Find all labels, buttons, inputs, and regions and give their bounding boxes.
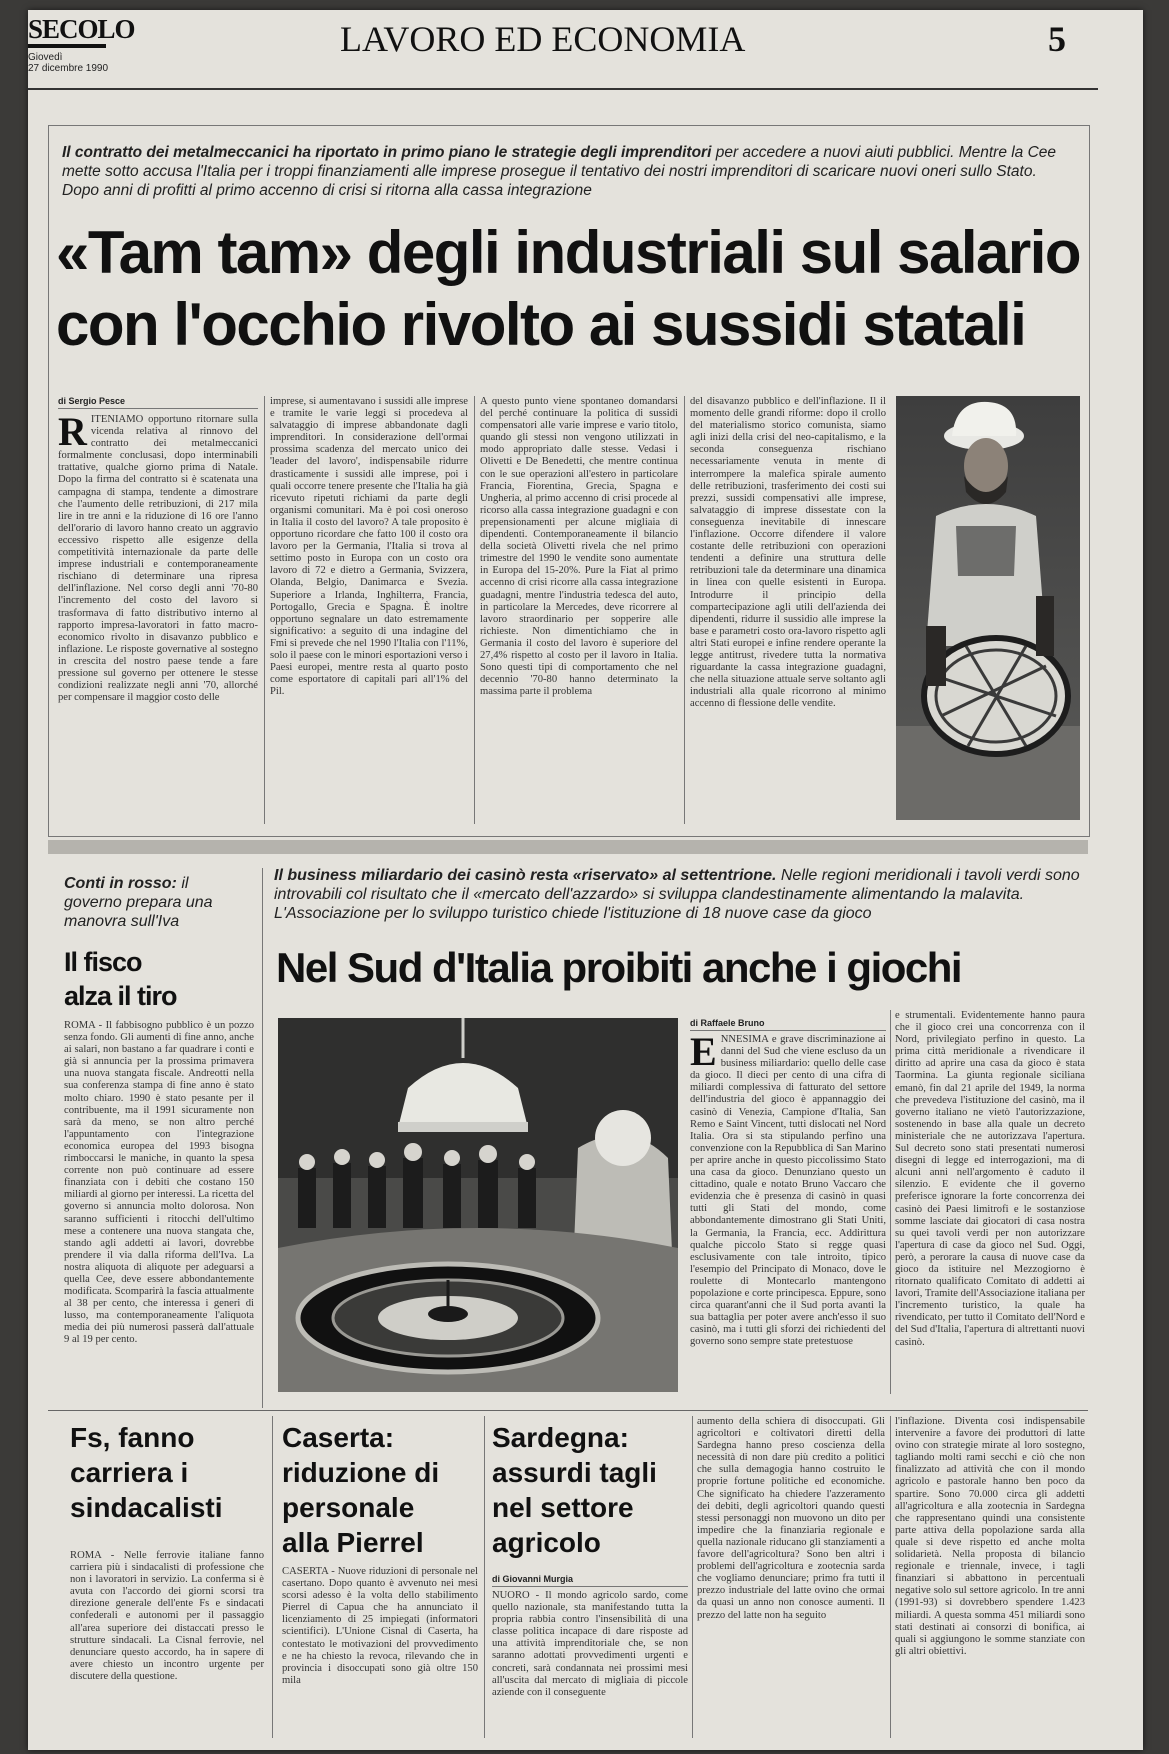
section-title: LAVORO ED ECONOMIA — [340, 19, 746, 59]
main-story-text-3: A questo punto viene spontaneo domandarsi del perché continuare la politica di sussidi compensatori alle varie imprese e vario titolo, quando gli stessi non vengono utilizzati in modo appropriato dalle stesse. Vedasi i Olivetti e De Benedetti, che mentre continua con le sue operazioni all'estero in particolare Francia, Fiorentina, Grecia, Spagna e Ungheria, al primo accenno di crisi procede al ricorso alla cassa integrazione guadagni e con prepensionamenti per alcune migliaia di dipendenti. Contemporaneamente il bilancio della società Olivetti rivela che nel primo trimestre del 1990 le vendite sono aumentate in Europa del 15-20%. Pure la Fiat al primo accenno di crisi ricorre alla cassa integrazione guadagni, mentre l'industria tedesca del auto, in particolare la Mercedes, deve ricorrere al lavoro straordinario per sopperire alle richieste. Non dimentichiamo che in Germania il costo del lavoro è superiore del 27,4% rispetto al costo per il lavoro in Italia. Sono questi tipi di comportamento che nel decennio '70-80 hanno determinato la massima parte il problema — [480, 396, 678, 698]
main-story-column-2 — [270, 396, 468, 824]
sardegna-byline: di Giovanni Murgia — [492, 1574, 574, 1584]
fisco-headline-1: Il fisco — [64, 947, 142, 977]
sardegna-text-3: l'inflazione. Diventa così indispensabile intervenire a favore dei produttori di latte ovino con strategie mirate al loro sostegno, tagliando molti rami secchi e ciò che non finalizzato ad attività che con il mondo agricolo e pastorale hanno ben poco da spartire. Sono 70.000 circa gli addetti all'agricoltura e alla zootecnia in Sardegna che rappresentano quindi una consistente parte attiva della popolazione sarda alla quale si deve rispetto ed anche molta solidarietà. Nella proposta di bilancio regionale e triennale, invece, i tagli finanziari si abbattono in percentuali negative solo sul settore agricolo. In tre anni (1991-93) si dovrebbero spendere 1.423 miliardi. A questa somma 451 miliardi sono stati destinati ai consorzi di bonifica, ai quali si aggiungono le somme stanziate con gli altri obiettivi. — [895, 1416, 1085, 1657]
casino-dropcap: E — [690, 1034, 717, 1074]
main-story-column-3 — [480, 396, 678, 824]
fisco-deck-bold: Conti in rosso: — [64, 875, 177, 892]
casino-byline: di Raffaele Bruno — [690, 1018, 765, 1028]
drummer-photo — [896, 396, 1080, 820]
main-story-deck-rest: per accedere a nuovi aiuti pubblici. Mentre la Cee mette sotto accusa l'Italia per i troppi finanziamenti alle imprese prosegue il tentativo dei nostri imprenditori di scaricare nuovi oneri sullo Stato. Dopo anni di profitti al primo accenno di crisi si ritorna alla cassa integrazione — [62, 144, 1057, 199]
main-headline-line-1: «Tam tam» degli industriali sul salario — [56, 219, 1081, 286]
main-story-column-4 — [690, 396, 886, 824]
casino-photo — [278, 1018, 678, 1392]
casino-text-1: NNESIMA e grave discriminazione ai danni del Sud che viene escluso da un business miliardario: quello delle case da gioco. Il dieci per cento di una cifra di miliardi complessiva di fatturato del settore dell'industria del gioco è appannaggio dei casinò di Venezia, Campione d'Italia, San Remo e Saint Vincent, tutti dislocati nel Nord Italia. Ora si sta stipulando perfino una convenzione con la Repubblica di San Marino per aprire anche in questo piccolissimo Stato una casa da gioco. Denunziano questo un cittadino, quale e notato Bruno Vaccaro che evidenzia che è presenza di casinò in quasi tutti gli Stati del mondo, come abbondantemente dimostrano gli Stati Uniti, la Germania, la Francia, ecc. Addirittura qualche piccolo Stato si regge quasi esclusivamente con tale introito, tipico l'esempio del Principato di Monaco, dove le roulette di Montecarlo mantengono popolazione e corte principesca. Eppure, sono circa quarant'anni che il Sud porta avanti la sua battaglia per poter avere anch'esso il suo casinò, ma i tutti gli sforzi dei richiedenti del governo sono sempre state pretestuose — [690, 1034, 886, 1348]
main-headline-line-2: con l'occhio rivolto ai sussidi statali — [56, 291, 1026, 358]
sardegna-column-1 — [492, 1590, 688, 1738]
casino-text-2: e strumentali. Evidentemente hanno paura che il gioco crei una concorrenza con il Nord, privilegiato perfino in questo. La prima città meridionale a rivendicare il diritto ad aprire una casa da gioco è stata Taormina. La giunta regionale siciliana emanò, fin dal 21 aprile del 1949, la norma che prevedeva l'istituzione del casinò, ma il governo italiano ne vietò l'autorizzazione, sostenendo in base alla quale un decreto ministeriale che ne autorizzava l'apertura. Sul decreto sono stati presentati numerosi disegni di legge ed interrogazioni, ma di alcuni anni nell'argomento è caduto il silenzio. E evidente che il governo preferisce ignorare la forte concorrenza dei casinò dei Paesi limitrofi e le sostanziose somme lasciate dai giocatori di casa nostra su quei tavoli verdi per non autorizzare l'apertura di case da gioco nel Sud. Oggi, però, a perorare la causa di nuove case da gioco da istituire nel Mezzogiorno è ritornato qualificato Comitato di addetti ai lavori, Tramite dell'Associazione italiana per l'incremento turistico, la quale ha rivendicato, per tutto il Comitato dell'Nord e del Sud d'Italia, l'apertura di altrettanti nuovi casinò. — [895, 1010, 1085, 1348]
main-story-byline: di Sergio Pesce — [58, 396, 126, 406]
fisco-body — [64, 1020, 254, 1408]
casino-deck-rest: Nelle regioni meridionali i tavoli verdi sono introvabili col risultato che il «mercato dell'azzardo» si sviluppa clandestinamente alimentando la malavita. L'Associazione per lo sviluppo turistico chiede l'istituzione di 18 nuove case da gioco — [274, 867, 1080, 922]
masthead-date: 27 dicembre 1990 — [28, 63, 109, 74]
casino-column-1 — [690, 1034, 886, 1394]
main-story-column-1 — [58, 414, 258, 824]
casino-deck-bold: Il business miliardario dei casinò resta «riservato» al settentrione. — [274, 867, 777, 884]
main-story-dropcap: R — [58, 414, 87, 454]
section-divider-band — [48, 840, 1088, 854]
caserta-body — [282, 1566, 478, 1738]
casino-column-2 — [895, 1010, 1085, 1394]
sardegna-text-1: NUORO - Il mondo agricolo sardo, come quello nazionale, sta manifestando tutta la propria rabbia contro l'insensibilità di una classe politica incapace di dare risposte ad una attività imprenditoriale che, se non saranno adottati provvedimenti urgenti e concreti, sarà condannata nei prossimi mesi all'uscita dal mercato di migliaia di piccole aziende con il conseguente — [492, 1590, 688, 1698]
main-story-deck-bold: Il contratto dei metalmeccanici ha riportato in primo piano le strategie degli imprenditori — [62, 144, 712, 161]
page-number: 5 — [1048, 19, 1066, 59]
fisco-text: ROMA - Il fabbisogno pubblico è un pozzo senza fondo. Gli aumenti di fine anno, anche ai salari, non bastano a far quadrare i conti e già si annuncia per la prossima primavera una nuova stangata fiscale. Andreotti nella sua conferenza stampa di fine anno è stato molto chiaro. 1990 è stato pesante per il contribuente, ma il 1991 sicuramente non sarà da meno, se non altro perché l'appuntamento con l'integrazione economica europea del 1993 bisogna rimboccarsi le maniche, in quanto la spesa corrente non può continuare ad essere finanziata con i debiti che costano 150 miliardi al giorno per interessi. La ricetta del governo si annuncia molto dolorosa. Non saranno sufficienti i ritocchi dell'ultimo mese a contenere una nuova stangata che, stando agli addetti ai lavori, dovrebbe prendere il via dalla riforma dell'Iva. La nostra aliquota di aliquote per adeguarsi a quella Cee, deve essere abbondantemente modificata. Scomparirà la fascia attualmente al 38 per cento, che interessa i generi di lusso, ma contemporaneamente l'aliquota media dei più numerosi passerà dall'attuale 9 al 19 per cento. — [64, 1020, 254, 1346]
fisco-deck-rest: il governo prepara una manovra sull'Iva — [64, 875, 213, 930]
drummer-illustration — [896, 396, 1080, 820]
fs-headline: Fs, fanno carriera i sindacalisti — [70, 1422, 223, 1523]
masthead-rule — [28, 88, 1098, 90]
casino-headline: Nel Sud d'Italia proibiti anche i giochi — [276, 944, 962, 991]
fs-body — [70, 1550, 264, 1738]
masthead-logo: SECOLO — [28, 14, 135, 44]
masthead-day: Giovedì — [28, 52, 63, 63]
sardegna-column-2 — [697, 1416, 885, 1738]
fisco-deck — [64, 874, 244, 931]
sardegna-headline: Sardegna: assurdi tagli nel settore agricolo — [492, 1422, 657, 1558]
main-story-text-1: ITENIAMO opportuno ritornare sulla vicenda relativa al rinnovo del contratto dei metalmeccanici formalmente conclusasi, dopo interminabili trattative, qualche giorno prima di Natale. Dopo la firma del contratto si è scatenata una campagna di stampa, tendente a dimostrare che l'aumento delle retribuzioni, di 217 mila lire in tre anni e la riduzione di 16 ore l'anno dell'orario di lavoro hanno creato un aggravio eccessivo rispetto alle esigenze della competitività internazionale da parte delle imprese industriali e contemporaneamente rischiano di determinare una ripresa dell'inflazione. Nel corso degli anni '70-80 l'incremento del costo del lavoro si trasformava di fatto distributivo interno al rapporto impresa-lavoratori in fatto macro-economico rivolto in disavanzo pubblico e inflazione. Le risposte governative al sostegno in crescita del nostro paese tende a fare pressione sul governo per ottenere le stesse condizioni realizzate negli anni '70, allorché per compensare il maggior costo delle — [58, 414, 258, 704]
caserta-headline: Caserta: riduzione di personale alla Pierrel — [282, 1422, 440, 1558]
main-story-text-4: del disavanzo pubblico e dell'inflazione. Il il momento delle grandi riforme: dopo il crollo del materialismo storico comunista, siamo agli inizi della crisi del neo-capitalismo, e la seconda conseguenza rischiano necessariamente venuta in mente di interrompere la malefica spirale aumento delle retribuzioni, trasferimento dei costi sui prezzi, sussidi compensativi alle imprese, salvataggio di imprese dissestate con la conseguenza inevitabile di innescare l'inflazione. Occorre difendere il valore costante delle retribuzioni con operazioni tendenti a definire una struttura delle retribuzioni tale da determinare una dinamica in linea con quelle esistenti in Europa. Introdurre il principio della compartecipazione agli utili dell'azienda dei dipendenti, ridurre il sussidio alle imprese la base e parametri costo ora-lavoro rispetto agli altri Stati europei e infine rendere operante la legge antitrust, rivedere tutta la normativa riguardante la cassa integrazione guadagni, che nella situazione attuale serve soltanto agli industriali alla quale ricorrono al minimo accenno di flessione delle vendite. — [690, 396, 886, 710]
roulette-illustration — [278, 1018, 678, 1392]
sardegna-column-3 — [895, 1416, 1085, 1738]
fs-text: ROMA - Nelle ferrovie italiane fanno carriera più i sindacalisti di professione che non i lavoratori in servizio. La conferma si è avuta con l'accordo dei giorni scorsi tra direzione generale dell'ente Fs e sindacati confederali e autonomi per il passaggio all'area superiore dei distaccati presso le strutture sindacali. La Cisnal ferrovie, nel denunciare questo accordo, ha in sapere di avere chiesto un incontro urgente per discutere della questione. — [70, 1550, 264, 1682]
main-story-deck — [62, 143, 1072, 200]
logo-rule — [28, 44, 106, 48]
fisco-headline-2: alza il tiro — [64, 981, 177, 1011]
casino-deck — [274, 866, 1084, 923]
caserta-text: CASERTA - Nuove riduzioni di personale nel casertano. Dopo quanto è avvenuto nei mesi scorsi adesso è la volta dello stabilimento Pierrel di Capua che ha annunciato il licenziamento di 25 impiegati (informatori scientifici). L'Unione Cisnal di Caserta, ha contestato le motivazioni del provvedimento e ne ha chiesto la revoca, rilevando che in provincia i disoccupati sono già oltre 150 mila — [282, 1566, 478, 1686]
sardegna-text-2: aumento della schiera di disoccupati. Gli agricoltori e coltivatori diretti della Sardegna hanno preso coscienza della necessità di non dare più credito a politici che sulla demagogia hanno costruito le proprie fortune politiche ed economiche. Che significato ha chiedere l'azzeramento dei debiti, degli agricoltori quando questi stessi personaggi non muovono un dito per impedire che la finanziaria regionale e quella nazionale riducano gli stanziamenti a favore dell'agricoltura? Sono ben altri i problemi dell'agricoltura e zootecnia sarda che vogliamo denunciare; primo fra tutti il prezzo industriale del latte ovino che ormai da quasi un anno non conosce aumenti. Il prezzo del latte non ha seguito — [697, 1416, 885, 1621]
main-story-text-2: imprese, si aumentavano i sussidi alle imprese e tramite le varie leggi si procedeva al salvataggio di imprese abbandonate dagli imprenditori. In considerazione dell'ormai prossima scadenza del mercato unico dei 'leader del lavoro', indispensabile ridurre drasticamente i sussidi alle imprese, poi i quali occorre tenere presente che l'Italia ha già ricevuto ripetuti richiami da parte degli organismi comunitari. Ma è poi così oneroso in Italia il costo del lavoro? A tale proposito è opportuno ricordare che fatto 100 il costo ora lavoro per la Germania, l'Italia si trova al settimo posto in Europa con un costo ora lavoro di 72 e dietro a Germania, Svizzera, Olanda, Belgio, Danimarca e Svezia. Superiore a Irlanda, Inghilterra, Francia, Portogallo, Grecia e Spagna. È inoltre opportuno segnalare un dato estremamente significativo: a seguito di una indagine del Fmi si prevede che nel 1990 l'Italia con l'11%, solo il paese con le minori esportazioni verso i Paesi europei, mentre resta al quarto posto come esportatore di capitali pari all'1% del Pil. — [270, 396, 468, 698]
